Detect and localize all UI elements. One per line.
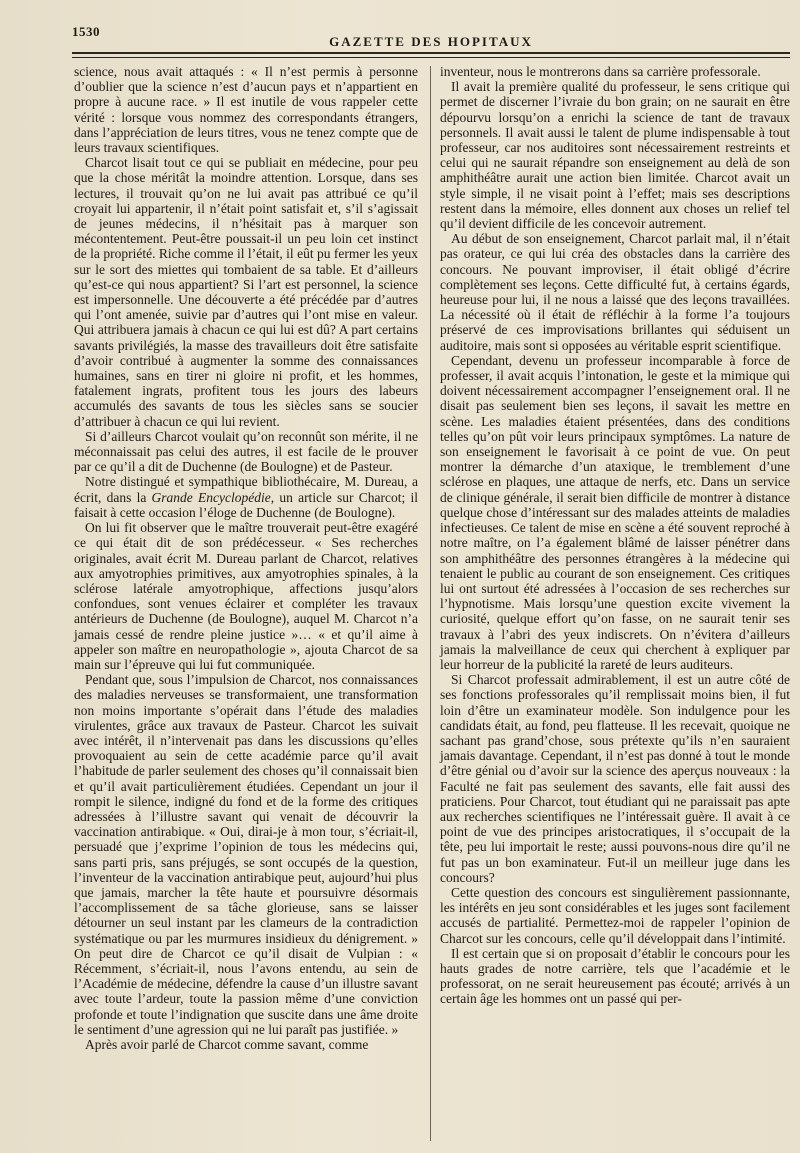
- header-rule-thin: [72, 57, 790, 58]
- paragraph: Si Charcot professait admirablement, il est un autre côté de ses fonctions professorales qu’il remplissait moins bien, il fut loin d’être un examinateur modèle. Son indulgence pour les candidats était, au fond, peu flatteuse. Il les recevait, quoique ne sachant pas grand’chose, sous prétexte qu’ils n’en sauraient jamais davantage. Cependant, il n’est pas donné à tout le monde d’être génial ou d’avoir sur la science des aperçus nouveaux : la Faculté ne fait pas seulement des savants, elle fait aussi des praticiens. Pour Charcot, tout étudiant qui ne paraissait pas apte aux recherches scientifiques ne l’intéressait guère. Il avait à ce point de vue des principes aristocratiques, il s’occupait de la tête, peu lui importait le reste; aussi pouvons-nous dire qu’il ne fut pas un bon examinateur. Fut-il un meilleur juge dans les concours?: [440, 672, 790, 885]
- italic-title: Grande Encyclopédie: [151, 489, 271, 505]
- paragraph: inventeur, nous le montrerons dans sa carrière professorale.: [440, 64, 761, 79]
- left-column: [74, 64, 418, 1052]
- paragraph: Au début de son enseignement, Charcot parlait mal, il n’était pas orateur, ce qui lui créa des obstacles dans la carrière des concours. Ne pouvant improviser, il était obligé d’écrire complètement ses leçons. Cette difficulté fut, à certains égards, heureuse pour lui, il ne nous a laissé que des leçons travaillées. La nécessité où il était de réfléchir à la forme l’a toujours préservé de ces improvisations brillantes qui séduisent un auditoire, mais sont si opposées au véritable esprit scientifique.: [440, 231, 790, 353]
- paragraph: On lui fit observer que le maître trouverait peut-être exagéré ce qui était dit de son prédécesseur. « Ses recherches originales, avait écrit M. Dureau parlant de Charcot, relatives aux amyotrophies primitives, aux amyotrophies spinales, à la sclérose latérale amyotrophique, affections jusqu’alors confondues, sont venues éclairer et compléter les travaux antérieurs de Duchenne (de Boulogne), auquel M. Charcot n’a jamais cessé de rendre pleine justice »… « et qu’il aime à appeler son maître en neuropathologie », ajouta Charcot de sa main sur l’épreuve qui lui fut communiquée.: [74, 520, 418, 672]
- page-header: [72, 24, 790, 49]
- paragraph: Cette question des concours est singulièrement passionnante, les intérêts en jeu sont considérables et les juges sont facilement accusés de partialité. Permettez-moi de rappeler l’opinion de Charcot sur les concours, celle qu’il développait dans l’intimité.: [440, 884, 790, 946]
- paragraph: Après avoir parlé de Charcot comme savant, comme: [85, 1037, 369, 1052]
- paragraph: Charcot lisait tout ce qui se publiait en médecine, pour peu que la chose méritât la moindre attention. Lorsque, dans ses lectures, il trouvait qu’on ne lui avait pas attribué ce qu’il croyait lui appartenir, il n’était point satisfait et, s’il s’agissait de jeunes médecins, il n’hésitait pas à marquer son mécontentement. Peut-être poussait-il un peu loin cet instinct de la propriété. Riche comme il l’était, il eût pu fermer les yeux sur le sort des miettes qui tombaient de sa table. Et d’ailleurs qu’est-ce qui nous appartient? Si l’art est personnel, la science est impersonnelle. Une découverte a été précédée par d’autres qui l’ont amenée, suivie par d’autres qui l’ont mise en valeur. Qui attribuera jamais à chacun ce qui lui est dû? A part certains savants privilégiés, la masse des travailleurs doit être satisfaite d’avoir contribué à augmenter la somme des connaissances humaines, sans en tirer ni gloire ni profit, et les hommes, fatalement ingrats, profitent tous les jours des labeurs accumulés des savants de tous les siècles sans se soucier d’attribuer à chacun ce qui lui revient.: [74, 155, 418, 429]
- paragraph: Il avait la première qualité du professeur, le sens critique qui permet de discerner l’ivraie du bon grain; on ne saurait en être dépourvu lorsqu’on a enrichi la science de tant de travaux personnels. Il avait aussi le talent de plume indispensable à tout professeur, car nos auditoires sont nécessairement restreints et celui qui ne saurait répandre son enseignement au delà de son amphithéâtre aurait une action bien limitée. Charcot avait un style simple, il ne visait point à l’effet; mais ses descriptions restent dans la mémoire, elles donnent aux choses un relief tel qu’il devient difficile de les concevoir autrement.: [440, 79, 790, 232]
- paragraph: Si d’ailleurs Charcot voulait qu’on reconnût son mérite, il ne méconnaissait pas celui des autres, il est facile de le prouver par ce qu’il a dit de Duchenne (de Boulogne) et de Pasteur.: [74, 428, 418, 475]
- column-divider: [430, 66, 431, 1141]
- right-column: [440, 64, 790, 1007]
- header-rule-thick: [72, 52, 790, 54]
- page-number: 1530: [72, 24, 100, 39]
- paragraph: Il est certain que si on proposait d’établir le concours pour les hauts grades de notre carrière, tels que l’académie et le professorat, on ne serait heureusement pas écouté; arrivés à un certain âge les hommes ont un passé qui per-: [440, 945, 790, 1007]
- journal-title: GAZETTE DES HOPITAUX: [329, 34, 533, 49]
- paragraph: Notre distingué et sympathique bibliothécaire, M. Dureau, a écrit, dans la Grande Encyclopédie, un article sur Charcot; il faisait à cette occasion l’éloge de Duchenne (de Boulogne).: [74, 474, 418, 520]
- paragraph: Pendant que, sous l’impulsion de Charcot, nos connaissances des maladies nerveuses se transformaient, une transformation non moins importante s’opérait dans l’étude des maladies virulentes, grâce aux travaux de Pasteur. Charcot les suivait avec intérêt, il n’intervenait pas dans les discussions qu’elles provoquaient au sein de cette académie parce qu’il avait l’habitude de parler seulement des choses qu’il connaissait bien et qu’il avait particulièrement étudiées. Cependant un jour il rompit le silence, indigné du fond et de la forme des critiques adressées à l’illustre savant qui venait de découvrir la vaccination antirabique. « Oui, dirai-je à mon tour, s’écriait-il, persuadé que j’exprime l’opinion de tous les médecins qui, sans parti pris, sans préjugés, se sont occupés de la question, l’inventeur de la vaccination antirabique peut, aujourd’hui plus que jamais, marcher la tête haute et poursuivre désormais l’accomplissement de sa tâche glorieuse, sans se laisser détourner un seul instant par les clameurs de la contradiction systématique ou par les murmures insidieux du dénigrement. » On peut dire de Charcot ce qu’il disait de Vulpian : « Récemment, s’écriait-il, nous l’avons entendu, au sein de l’Académie de médecine, défendre la cause d’un illustre savant avec toute l’ardeur, toute la passion même d’une conviction profonde et toute l’indignation que suscite dans une âme droite le sentiment d’une agression qui ne lui paraît pas justifiée. »: [74, 672, 418, 1037]
- paragraph: Cependant, devenu un professeur incomparable à force de professer, il avait acquis l’intonation, le geste et la mimique qui doivent nécessairement accompagner l’enseignement oral. Il ne disait pas seulement bien ses leçons, il savait les mettre en scène. Les maladies étaient présentées, dans des conditions telles qu’on pût voir leurs principaux symptômes. La nature de son enseignement le favorisait à ce point de vue. On peut montrer la démarche d’un ataxique, le tremblement d’une sclérose en plaques, une attaque de nerfs, etc. Dans un service de clinique générale, il serait bien difficile de montrer à distance quelque chose d’intéressant sur des malades atteints de maladies infectieuses. Ce talent de mise en scène a été souvent reproché à notre maître, on l’a également blâmé de laisser pénétrer dans son amphithéâtre des personnes étrangères à la médecine qui tenaient le public au courant de son enseignement. Ces critiques lui ont surtout été adressées à l’occasion de ses recherches sur l’hypnotisme. Mais lorsqu’une question excite vivement la curiosité, quelque effort qu’on fasse, on ne saurait tenir ses travaux à l’abri des yeux indiscrets. On n’évitera d’ailleurs jamais la malveillance de ceux qui cherchent à expliquer par leur horreur de la publicité la rareté de leurs auditeurs.: [440, 352, 790, 672]
- paragraph: science, nous avait attaqués : « Il n’est permis à personne d’oublier que la science n’est d’aucun pays et n’appartient en propre à aucune race. » Il est inutile de vous rappeler cette vérité : lorsque vous nommez des correspondants étrangers, dans l’appréciation de leurs titres, vous ne tenez compte que de leurs travaux scientifiques.: [74, 64, 418, 156]
